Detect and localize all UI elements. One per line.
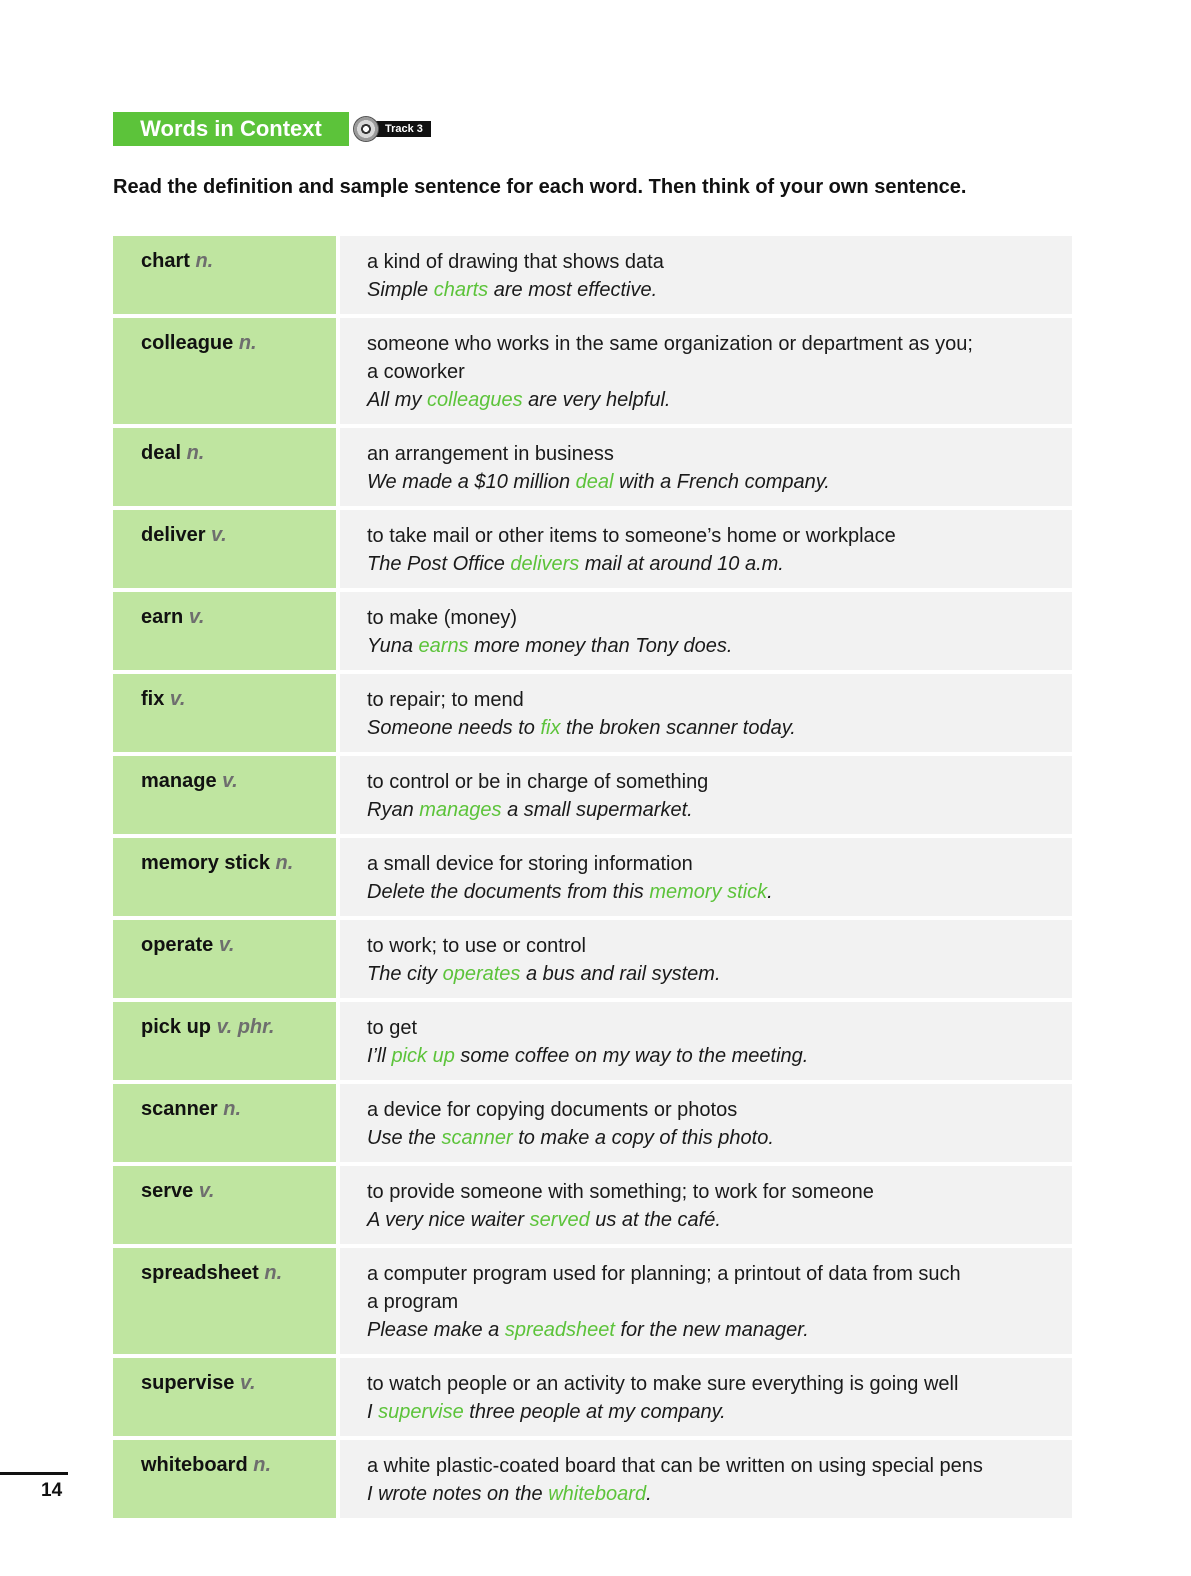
example-text: Please make a bbox=[367, 1319, 505, 1341]
instructions: Read the definition and sample sentence for each word. Then think of your own sentence. bbox=[113, 176, 967, 198]
word: deliver bbox=[141, 524, 206, 546]
highlighted-word: scanner bbox=[441, 1127, 513, 1149]
example-sentence bbox=[367, 468, 1052, 496]
part-of-speech: v. bbox=[211, 524, 227, 546]
highlighted-word: manages bbox=[419, 799, 502, 821]
example-text: I bbox=[367, 1401, 379, 1423]
word: spreadsheet bbox=[141, 1262, 259, 1284]
example-text: Ryan bbox=[367, 799, 420, 821]
word-cell bbox=[113, 592, 336, 670]
highlighted-word: pick up bbox=[391, 1045, 455, 1067]
example-text: are very helpful. bbox=[522, 389, 671, 411]
example-sentence bbox=[367, 714, 1052, 742]
word: deal bbox=[141, 442, 182, 464]
word: earn bbox=[141, 606, 184, 628]
part-of-speech: v. phr. bbox=[216, 1016, 275, 1038]
word-cell bbox=[113, 1440, 336, 1518]
highlighted-word: spreadsheet bbox=[504, 1319, 615, 1341]
definition: to make (money) bbox=[367, 607, 518, 629]
definition-cell bbox=[340, 1084, 1072, 1162]
example-sentence bbox=[367, 796, 1052, 824]
definition-line: a coworker bbox=[367, 361, 465, 383]
example-text: a bus and rail system. bbox=[520, 963, 721, 985]
example-text: I wrote notes on the bbox=[367, 1483, 549, 1505]
definition: to take mail or other items to someone’s home or workplace bbox=[367, 525, 896, 547]
highlighted-word: colleagues bbox=[427, 389, 523, 411]
page-number: 14 bbox=[41, 1480, 63, 1501]
table-row bbox=[113, 1084, 1072, 1162]
page-number-rule bbox=[0, 1472, 68, 1475]
example-text: I’ll bbox=[367, 1045, 392, 1067]
definition: to work; to use or control bbox=[367, 935, 586, 957]
part-of-speech: n. bbox=[264, 1262, 283, 1284]
example-text: the broken scanner today. bbox=[560, 717, 796, 739]
word: chart bbox=[141, 250, 190, 272]
example-text: three people at my company. bbox=[463, 1401, 726, 1423]
example-text: All my bbox=[367, 389, 427, 411]
highlighted-word: supervise bbox=[378, 1401, 464, 1423]
definition-cell bbox=[340, 1358, 1072, 1436]
definition-cell bbox=[340, 1166, 1072, 1244]
example-text: The Post Office bbox=[367, 553, 511, 575]
example-text: a small supermarket. bbox=[501, 799, 693, 821]
audio-track-badge bbox=[353, 116, 431, 142]
part-of-speech: n. bbox=[195, 250, 214, 272]
table-row bbox=[113, 1358, 1072, 1436]
example-text: more money than Tony does. bbox=[468, 635, 733, 657]
word: colleague bbox=[141, 332, 234, 354]
definition-cell bbox=[340, 920, 1072, 998]
part-of-speech: n. bbox=[275, 852, 294, 874]
definition: to repair; to mend bbox=[367, 689, 524, 711]
example-text: The city bbox=[367, 963, 443, 985]
table-row bbox=[113, 592, 1072, 670]
word: fix bbox=[141, 688, 165, 710]
example-text: Delete the documents from this bbox=[367, 881, 650, 903]
word-cell bbox=[113, 1002, 336, 1080]
word-cell bbox=[113, 674, 336, 752]
table-row bbox=[113, 1248, 1072, 1354]
definition: to watch people or an activity to make sure everything is going well bbox=[367, 1373, 959, 1395]
table-row bbox=[113, 674, 1072, 752]
part-of-speech: n. bbox=[238, 332, 257, 354]
highlighted-word: operates bbox=[442, 963, 521, 985]
example-sentence bbox=[367, 1398, 1052, 1426]
highlighted-word: fix bbox=[540, 717, 561, 739]
definition-cell bbox=[340, 510, 1072, 588]
definition-cell bbox=[340, 428, 1072, 506]
definition: to provide someone with something; to work for someone bbox=[367, 1181, 874, 1203]
example-sentence bbox=[367, 276, 1052, 304]
example-text: . bbox=[767, 881, 773, 903]
word: scanner bbox=[141, 1098, 218, 1120]
table-row bbox=[113, 428, 1072, 506]
example-text: with a French company. bbox=[613, 471, 830, 493]
definition-line: a computer program used for planning; a printout of data from such bbox=[367, 1263, 961, 1285]
example-sentence bbox=[367, 550, 1052, 578]
word: supervise bbox=[141, 1372, 235, 1394]
word-cell bbox=[113, 428, 336, 506]
definition: to control or be in charge of something bbox=[367, 771, 709, 793]
word: memory stick bbox=[141, 852, 270, 874]
word-cell bbox=[113, 1358, 336, 1436]
part-of-speech: v. bbox=[218, 934, 235, 956]
example-text: A very nice waiter bbox=[367, 1209, 530, 1231]
word-cell bbox=[113, 920, 336, 998]
word: pick up bbox=[141, 1016, 212, 1038]
definition-cell bbox=[340, 1248, 1072, 1354]
track-label: Track 3 bbox=[373, 121, 431, 137]
definition-line: someone who works in the same organization or department as you; bbox=[367, 333, 973, 355]
table-row bbox=[113, 920, 1072, 998]
example-text: to make a copy of this photo. bbox=[512, 1127, 774, 1149]
example-text: some coffee on my way to the meeting. bbox=[454, 1045, 809, 1067]
highlighted-word: served bbox=[529, 1209, 590, 1231]
definition-cell bbox=[340, 756, 1072, 834]
example-sentence bbox=[367, 632, 1052, 660]
example-text: mail at around 10 a.m. bbox=[579, 553, 784, 575]
highlighted-word: delivers bbox=[510, 553, 580, 575]
example-text: are most effective. bbox=[488, 279, 658, 301]
word-cell bbox=[113, 1084, 336, 1162]
definition: to get bbox=[367, 1017, 418, 1039]
definition: a white plastic-coated board that can be written on using special pens bbox=[367, 1455, 983, 1477]
word-cell bbox=[113, 236, 336, 314]
table-row bbox=[113, 1440, 1072, 1518]
word: serve bbox=[141, 1180, 194, 1202]
part-of-speech: v. bbox=[198, 1180, 215, 1202]
table-row bbox=[113, 236, 1072, 314]
definition: a small device for storing information bbox=[367, 853, 693, 875]
example-text: us at the café. bbox=[589, 1209, 721, 1231]
part-of-speech: v. bbox=[169, 688, 186, 710]
highlighted-word: memory stick bbox=[649, 881, 768, 903]
word: whiteboard bbox=[141, 1454, 248, 1476]
example-sentence bbox=[367, 1206, 1052, 1234]
part-of-speech: n. bbox=[253, 1454, 272, 1476]
definition-cell bbox=[340, 1440, 1072, 1518]
part-of-speech: v. bbox=[188, 606, 205, 628]
definition-cell bbox=[340, 674, 1072, 752]
example-sentence bbox=[367, 386, 1052, 414]
example-sentence bbox=[367, 1316, 1052, 1344]
highlighted-word: charts bbox=[433, 279, 489, 301]
definition: an arrangement in business bbox=[367, 443, 614, 465]
table-row bbox=[113, 1166, 1072, 1244]
table-row bbox=[113, 756, 1072, 834]
definition-cell bbox=[340, 592, 1072, 670]
example-text: . bbox=[646, 1483, 652, 1505]
example-text: Simple bbox=[367, 279, 434, 301]
example-sentence bbox=[367, 1124, 1052, 1152]
definition-cell bbox=[340, 838, 1072, 916]
definition-line: a program bbox=[367, 1291, 459, 1313]
example-sentence bbox=[367, 1480, 1052, 1508]
example-sentence bbox=[367, 1042, 1052, 1070]
highlighted-word: deal bbox=[575, 471, 614, 493]
table-row bbox=[113, 838, 1072, 916]
example-text: Someone needs to bbox=[367, 717, 541, 739]
word-cell bbox=[113, 318, 336, 424]
part-of-speech: v. bbox=[239, 1372, 256, 1394]
section-title: Words in Context bbox=[113, 112, 349, 146]
vocabulary-table bbox=[113, 236, 1072, 1522]
table-row bbox=[113, 318, 1072, 424]
part-of-speech: v. bbox=[222, 770, 238, 792]
highlighted-word: earns bbox=[418, 635, 469, 657]
word-cell bbox=[113, 756, 336, 834]
example-text: Yuna bbox=[367, 635, 419, 657]
word: operate bbox=[141, 934, 214, 956]
word-cell bbox=[113, 510, 336, 588]
highlighted-word: whiteboard bbox=[548, 1483, 647, 1505]
example-text: Use the bbox=[367, 1127, 442, 1149]
definition-cell bbox=[340, 1002, 1072, 1080]
definition-cell bbox=[340, 318, 1072, 424]
word-cell bbox=[113, 1248, 336, 1354]
part-of-speech: n. bbox=[186, 442, 205, 464]
definition-cell bbox=[340, 236, 1072, 314]
word-cell bbox=[113, 1166, 336, 1244]
definition: a kind of drawing that shows data bbox=[367, 251, 664, 273]
example-sentence bbox=[367, 878, 1052, 906]
example-text: We made a $10 million bbox=[367, 471, 576, 493]
word: manage bbox=[141, 770, 217, 792]
definition: a device for copying documents or photos bbox=[367, 1099, 738, 1121]
table-row bbox=[113, 1002, 1072, 1080]
example-sentence bbox=[367, 960, 1052, 988]
part-of-speech: n. bbox=[223, 1098, 242, 1120]
example-text: for the new manager. bbox=[614, 1319, 809, 1341]
cd-icon bbox=[353, 116, 379, 142]
word-cell bbox=[113, 838, 336, 916]
table-row bbox=[113, 510, 1072, 588]
